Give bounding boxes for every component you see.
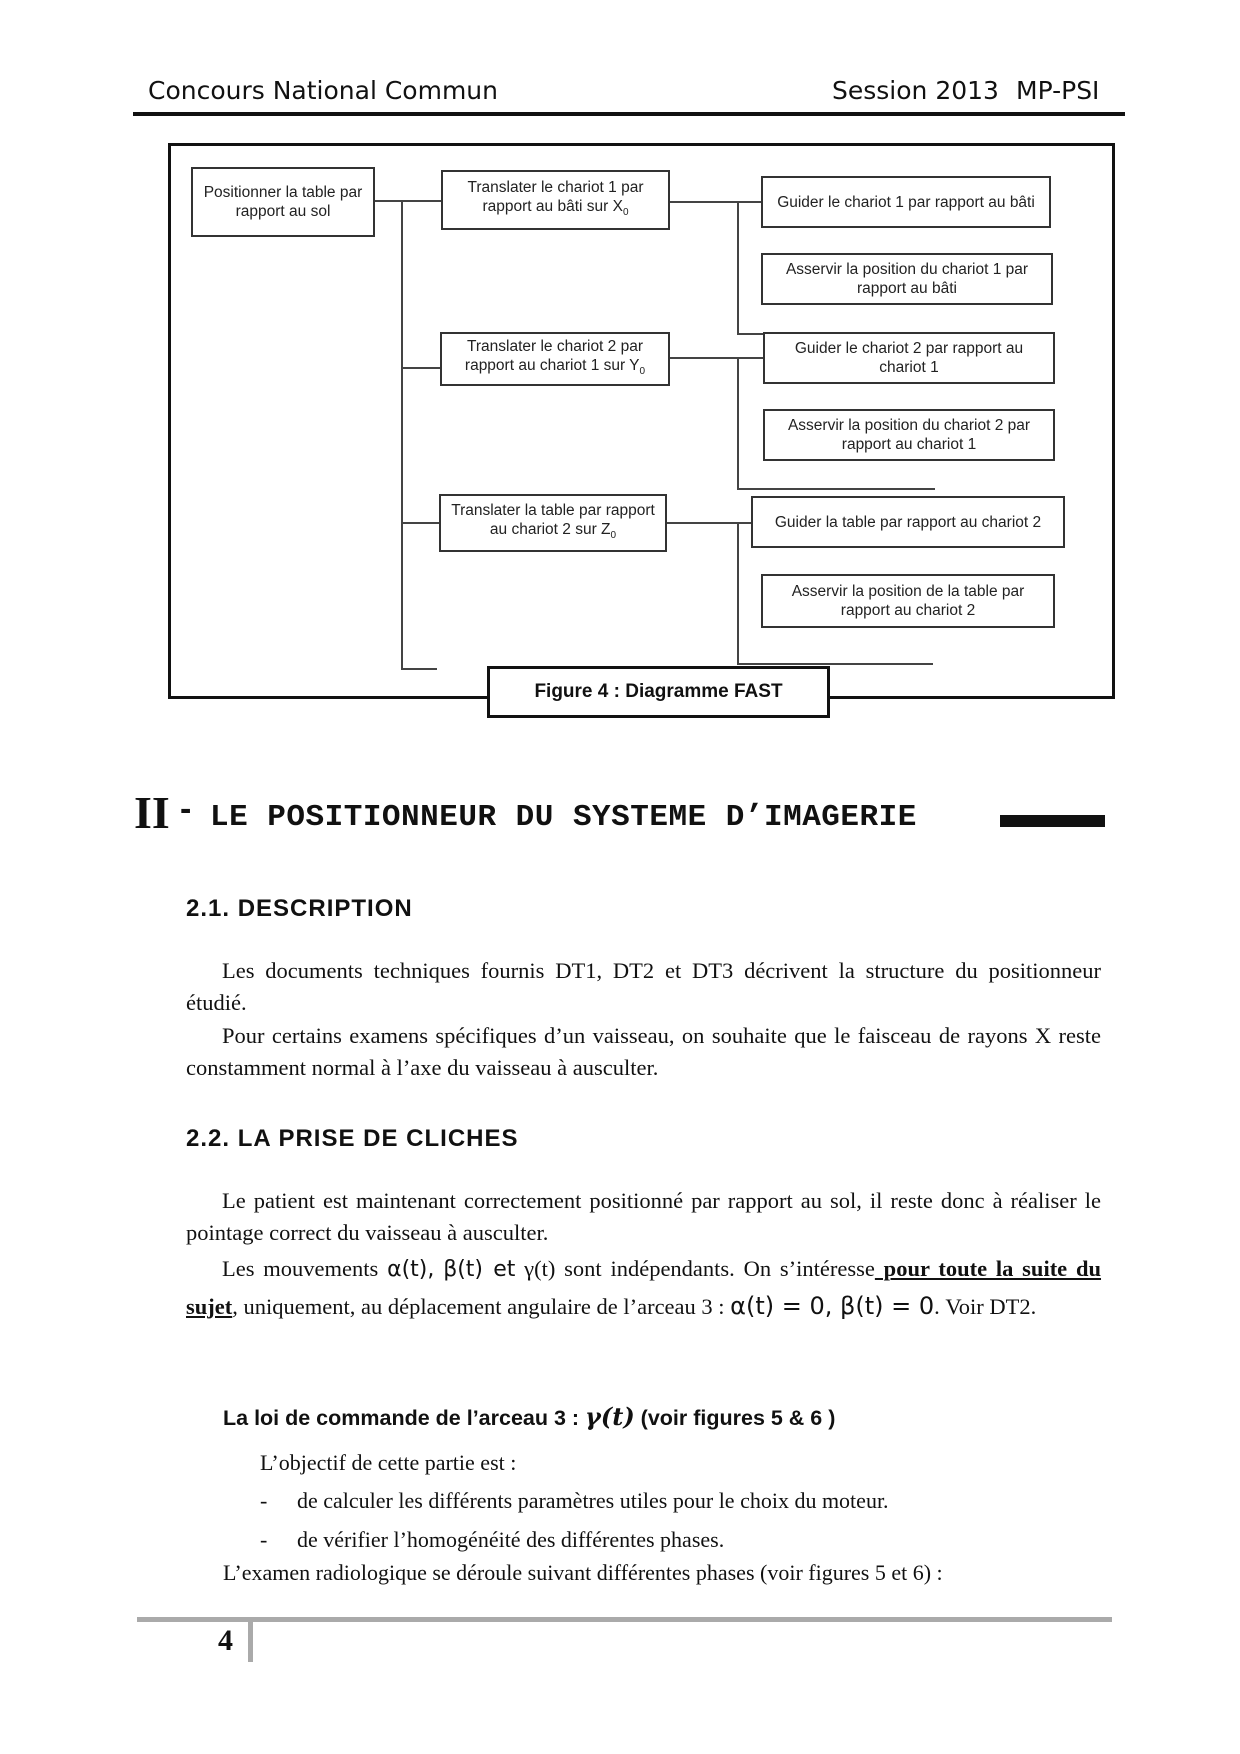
objectives-outro: L’examen radiologique se déroule suivant différentes phases (voir figures 5 et 6) : — [223, 1560, 943, 1585]
fast-root-function: Positionner la table par rapport au sol — [191, 167, 375, 237]
beta-symbol: β(t) et — [443, 1257, 516, 1282]
list-bullet: - — [260, 1488, 268, 1513]
subsection-heading — [223, 1402, 835, 1431]
paragraph-2-1-a: Les documents techniques fournis DT1, DT2 et DT3 décrivent la structure du positionneur étudié. — [186, 958, 1101, 1015]
paragraph-2-2-a: Le patient est maintenant correctement positionné par rapport au sol, il reste donc à réaliser le pointage correct du vaisseau à ausculter. — [186, 1188, 1101, 1245]
paragraph-2-2-b — [186, 1250, 1101, 1325]
fast-function-2-sub: 0 — [639, 366, 646, 378]
connector — [401, 668, 437, 670]
objectives-intro: L’objectif de cette partie est : — [260, 1450, 517, 1475]
p-text: γ(t) sont indépendants. On s’intéresse — [515, 1256, 875, 1281]
list-item: de calculer les différents paramètres utiles pour le choix du moteur. — [297, 1488, 889, 1513]
header-exam-name: Concours National Commun — [148, 76, 498, 105]
fast-solution-2b: Asservir la position du chariot 2 par rapport au chariot 1 — [763, 409, 1055, 461]
connector — [401, 522, 439, 524]
connector — [737, 488, 935, 490]
connector — [375, 200, 441, 202]
heading-2-2: 2.2. LA PRISE DE CLICHES — [186, 1125, 519, 1152]
connector — [737, 201, 739, 335]
section-title: LE POSITIONNEUR DU SYSTEME D’IMAGERIE — [210, 800, 917, 835]
connector — [737, 357, 739, 490]
footer-rule — [137, 1617, 1112, 1622]
fast-function-2-label: Translater le chariot 2 par rapport au chariot 1 sur Y — [464, 337, 644, 374]
header-session: Session 2013 — [832, 76, 999, 105]
header-track: MP-PSI — [1016, 76, 1100, 105]
paragraph-2-1-b: Pour certains examens spécifiques d’un vaisseau, on souhaite que le faisceau de rayons X reste constamment normal à l’axe du vaisseau à ausculter. — [186, 1023, 1101, 1080]
connector — [737, 522, 739, 665]
connector — [401, 200, 403, 670]
emphasis-underlined: pour toute la suite du sujet — [186, 1256, 1102, 1319]
fast-solution-1b: Asservir la position du chariot 1 par rapport au bâti — [761, 253, 1053, 305]
fast-function-1 — [441, 170, 670, 230]
section-dash: - — [180, 790, 192, 828]
heading-2-1: 2.1. DESCRIPTION — [186, 895, 413, 922]
fast-function-2 — [440, 332, 670, 386]
alpha-symbol: α(t), — [387, 1257, 435, 1282]
subsection-suffix: (voir figures 5 & 6 ) — [634, 1406, 836, 1430]
equation: α(t) = 0, β(t) = 0 — [730, 1292, 935, 1320]
subsection-prefix: La loi de commande de l’arceau 3 : — [223, 1406, 586, 1430]
p-text: Les mouvements — [222, 1256, 388, 1281]
list-bullet: - — [260, 1527, 268, 1552]
fast-diagram-frame — [168, 143, 1115, 699]
header-rule — [133, 112, 1125, 116]
connector — [401, 367, 441, 369]
fast-solution-1a: Guider le chariot 1 par rapport au bâti — [761, 176, 1051, 228]
fast-function-3-label: Translater la table par rapport au chariot 2 sur Z — [451, 501, 655, 538]
figure-caption: Figure 4 : Diagramme FAST — [487, 666, 830, 718]
fast-function-3-sub: 0 — [610, 530, 617, 542]
p-text: , uniquement, au déplacement angulaire de l’arceau 3 : — [232, 1294, 731, 1319]
gamma-symbol: γ(t) — [585, 1402, 635, 1431]
footer-separator — [248, 1617, 253, 1662]
fast-solution-2a: Guider le chariot 2 par rapport au chariot 1 — [763, 332, 1055, 384]
fast-function-1-label: Translater le chariot 1 par rapport au bâti sur X — [467, 178, 644, 215]
fast-solution-3b: Asservir la position de la table par rapport au chariot 2 — [761, 574, 1055, 628]
fast-function-3 — [439, 494, 667, 552]
section-number: II — [134, 787, 170, 838]
section-decorative-bar — [1000, 815, 1105, 827]
connector — [737, 663, 933, 665]
page-number: 4 — [218, 1624, 233, 1657]
list-item: de vérifier l’homogénéité des différentes phases. — [297, 1527, 725, 1552]
fast-function-1-sub: 0 — [622, 207, 629, 219]
fast-solution-3a: Guider la table par rapport au chariot 2 — [751, 496, 1065, 548]
p-text: . Voir DT2. — [934, 1294, 1037, 1319]
